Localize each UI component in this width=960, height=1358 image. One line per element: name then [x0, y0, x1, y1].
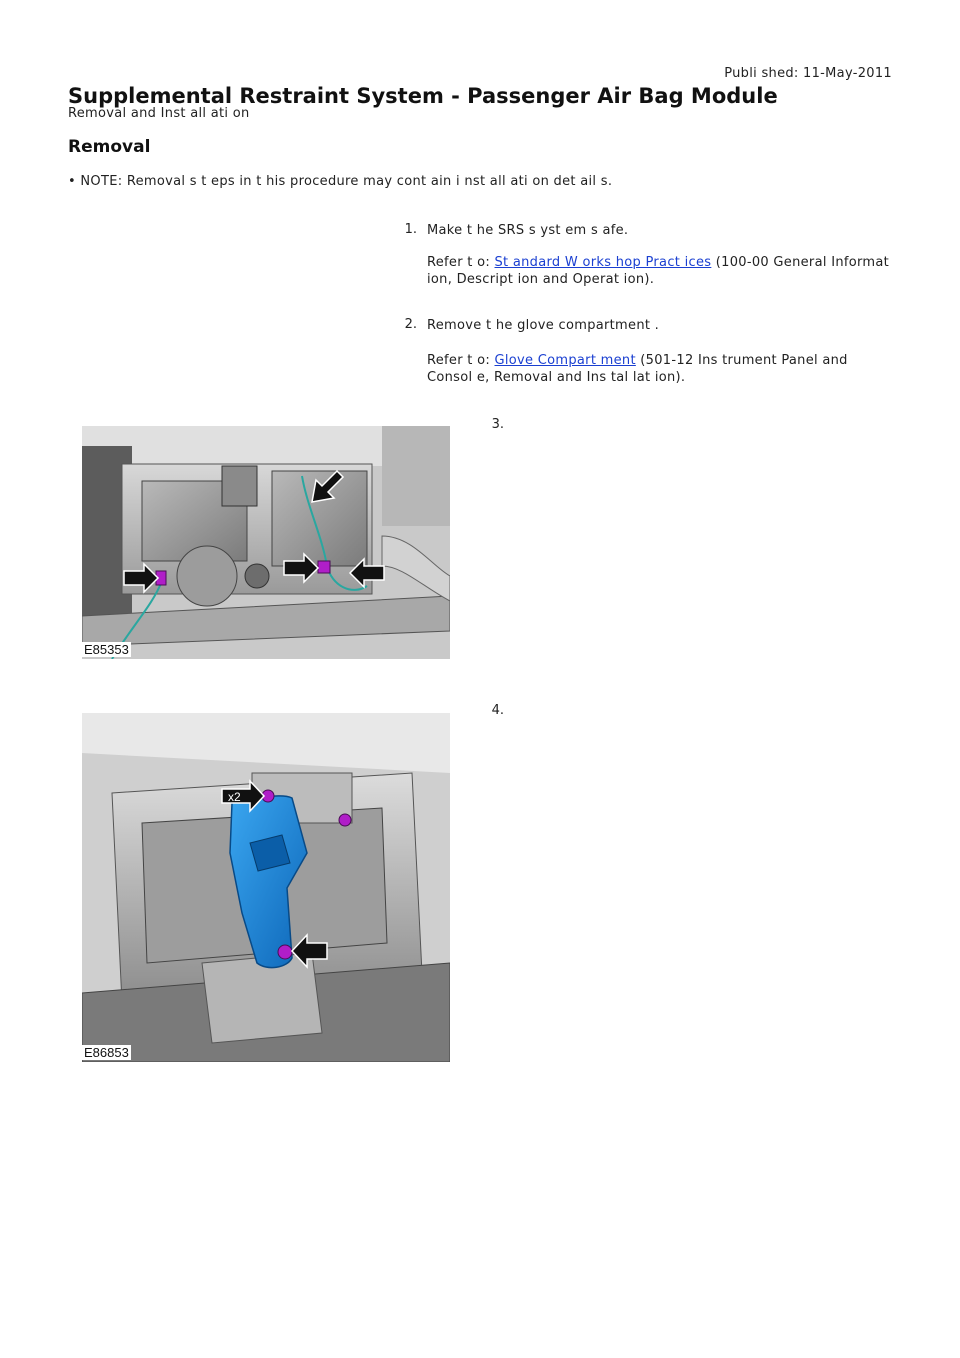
- step-4-number: 4.: [491, 703, 504, 718]
- step-2-reference: [427, 352, 897, 386]
- step-1-text: Make t he SRS s yst em s afe.: [427, 223, 629, 238]
- standard-workshop-practices-link[interactable]: St andard W orks hop Pract ices: [494, 255, 712, 270]
- reference-prefix: Refer t o:: [427, 353, 495, 368]
- connector-center: [318, 561, 330, 573]
- airbag-bracket-illustration: [82, 713, 450, 1062]
- bolt-bottom: [278, 945, 292, 959]
- glove-compartment-link[interactable]: Glove Compart ment: [494, 353, 636, 368]
- step-1-number: 1.: [404, 222, 417, 237]
- page-subtitle: Removal and Inst all ati on: [68, 106, 250, 121]
- reference-prefix: Refer t o:: [427, 255, 495, 270]
- figure-label: E86853: [84, 1045, 129, 1060]
- reference-suffix: (501-12 Ins trument Panel and Consol e, Removal and Ins tal lat ion).: [427, 353, 848, 385]
- reference-suffix: (100-00 General Informat ion, Descript ion and Operat ion).: [427, 255, 890, 287]
- step-2-text: Remove t he glove compartment .: [427, 318, 660, 333]
- step-3-number: 3.: [491, 417, 504, 432]
- callout-x2: x2: [228, 790, 241, 804]
- bolt-top-2: [339, 814, 351, 826]
- step-2-number: 2.: [404, 317, 417, 332]
- step-1-reference: [427, 254, 897, 288]
- figure-e85353: [82, 426, 450, 659]
- page-title: Supplemental Restraint System - Passenger Air Bag Module: [68, 84, 778, 108]
- published-date: Publi shed: 11-May-2011: [724, 66, 892, 81]
- figure-label: E85353: [84, 642, 129, 657]
- section-heading: Removal: [68, 137, 151, 157]
- note-text: • NOTE: Removal s t eps in t his procedure may cont ain i nst all ati on det ail s.: [68, 174, 613, 189]
- airbag-connector-illustration: [82, 426, 450, 659]
- figure-e86853: [82, 713, 450, 1062]
